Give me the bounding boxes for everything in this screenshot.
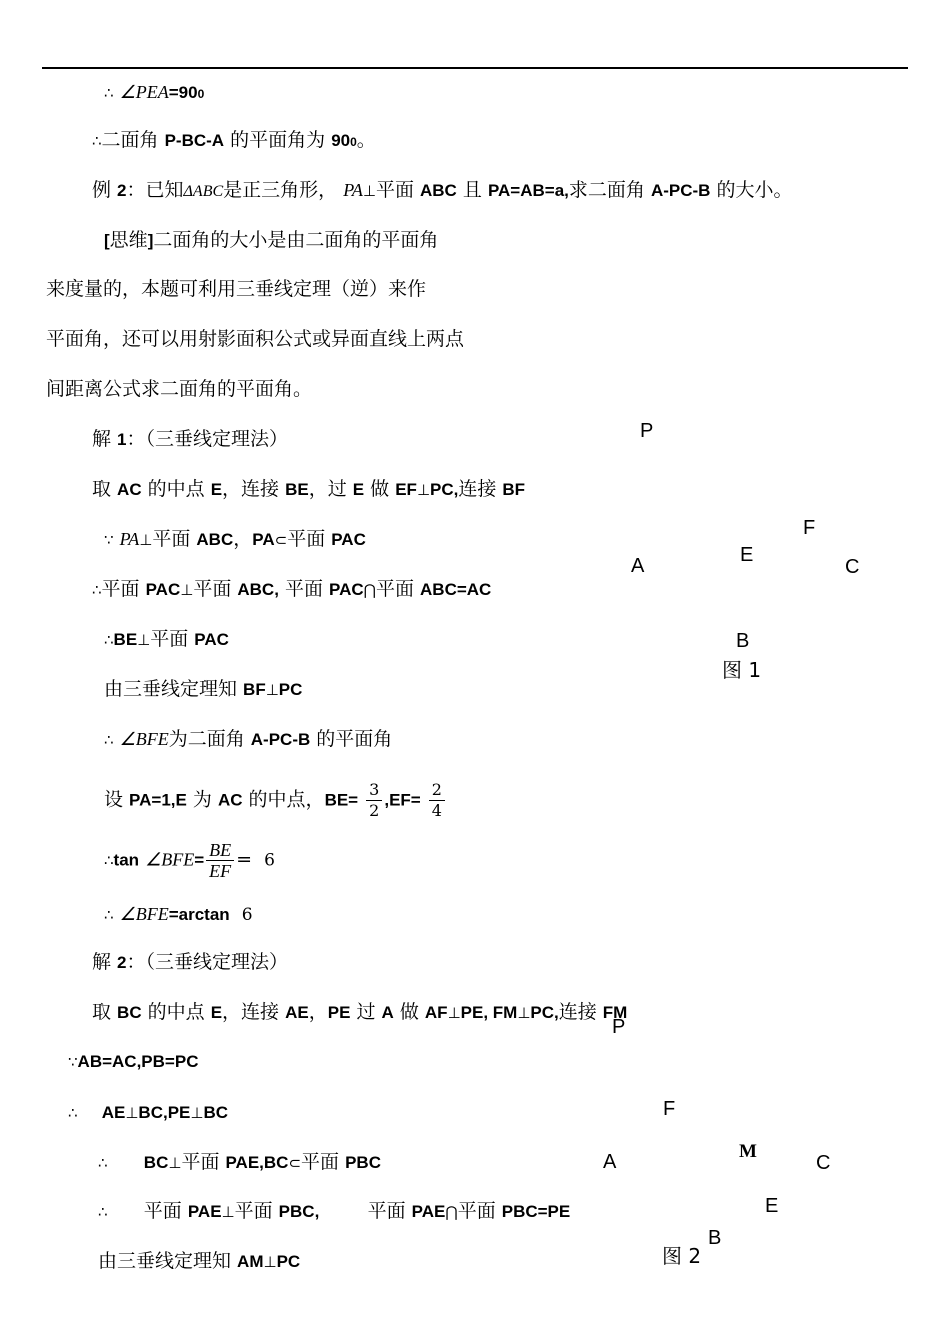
- fig1-label-a: A: [631, 555, 645, 577]
- fig2-label-e: E: [765, 1195, 779, 1217]
- solution-1-plane-angle: ∴ ∠BFE为二面角 A-PC-B 的平面角: [104, 728, 393, 750]
- solution-1-three-perp: 由三垂线定理知 BF⊥PC: [104, 678, 303, 700]
- solution-1-be-perp: ∴BE⊥平面 PAC: [104, 628, 229, 650]
- fig2-label-a: A: [603, 1151, 617, 1173]
- fig2-label-f: F: [663, 1098, 676, 1120]
- solution-2-three-perp: 由三垂线定理知 AM⊥PC: [98, 1250, 301, 1272]
- thinking-line-1: [思维]二面角的大小是由二面角的平面角: [104, 229, 439, 251]
- solution-1-heading: 解 1：（三垂线定理法）: [92, 428, 289, 450]
- header-rule: [42, 67, 908, 69]
- solution-1-planes: ∴平面 PAC⊥平面 ABC, 平面 PAC⋂平面 ABC=AC: [92, 578, 492, 600]
- line-angle-pea: ∴ ∠PEA=900: [104, 82, 205, 102]
- solution-2-bc-perp: ∴ BC⊥平面 PAE,BC⊂平面 PBC: [98, 1151, 381, 1173]
- thinking-line-2: 来度量的，本题可利用三垂线定理（逆）来作: [46, 278, 427, 300]
- fig2-label-p: P: [612, 1016, 626, 1038]
- example-2-statement: 例 2：已知ΔABC是正三角形， PA⊥平面 ABC 且 PA=AB=a,求二面角 A-PC-B 的大小。: [92, 179, 793, 201]
- solution-1-lengths: 设 PA=1,E 为 AC 的中点，BE= $\frac{3}{2}$ ,EF= $\frac{2}{4}$: [104, 780, 447, 821]
- solution-2-planes: ∴ 平面 PAE⊥平面 PBC, 平面 PAE⋂平面 PBC=PE: [98, 1200, 571, 1222]
- fig1-label-f: F: [803, 517, 816, 539]
- solution-2-heading: 解 2：（三垂线定理法）: [92, 951, 289, 973]
- fig1-label-p: P: [640, 420, 654, 442]
- fraction-be: $\frac{3}{2}$: [366, 780, 382, 821]
- thinking-line-3: 平面角，还可以用射影面积公式或异面直线上两点: [46, 328, 465, 350]
- fig2-caption: 图 2: [662, 1244, 702, 1268]
- line-dihedral-90: ∴二面角 P-BC-A 的平面角为 900。: [92, 129, 376, 151]
- solution-2-ae-perp: ∴ AE⊥BC,PE⊥BC: [68, 1103, 229, 1122]
- fig1-label-c: C: [845, 556, 860, 578]
- fraction-ef: $\frac{2}{4}$: [429, 780, 445, 821]
- fig1-label-b: B: [736, 630, 750, 652]
- fig1-label-e: E: [740, 544, 754, 566]
- solution-2-because: ∵AB=AC,PB=PC: [68, 1052, 199, 1071]
- fig2-label-m: M: [739, 1141, 757, 1162]
- thinking-line-4: 间距离公式求二面角的平面角。: [46, 378, 313, 400]
- solution-1-because: ∵ PA⊥平面 ABC，PA⊂平面 PAC: [104, 528, 366, 550]
- solution-1-result: ∴ ∠BFE=arctan 6: [104, 904, 253, 925]
- solution-1-construction: 取 AC 的中点 E，连接 BE，过 E 做 EF⊥PC,连接 BF: [92, 478, 526, 500]
- solution-1-tan: ∴tan ∠BFE= $\frac{BE}{EF}$ = 6: [104, 840, 275, 881]
- fig2-label-b: B: [708, 1227, 722, 1249]
- solution-2-construction: 取 BC 的中点 E，连接 AE，PE 过 A 做 AF⊥PE, FM⊥PC,连接 FM: [92, 1001, 628, 1023]
- fig2-label-c: C: [816, 1152, 831, 1174]
- fig1-caption: 图 1: [722, 658, 762, 682]
- fraction-be-ef: $\frac{BE}{EF}$: [206, 840, 234, 881]
